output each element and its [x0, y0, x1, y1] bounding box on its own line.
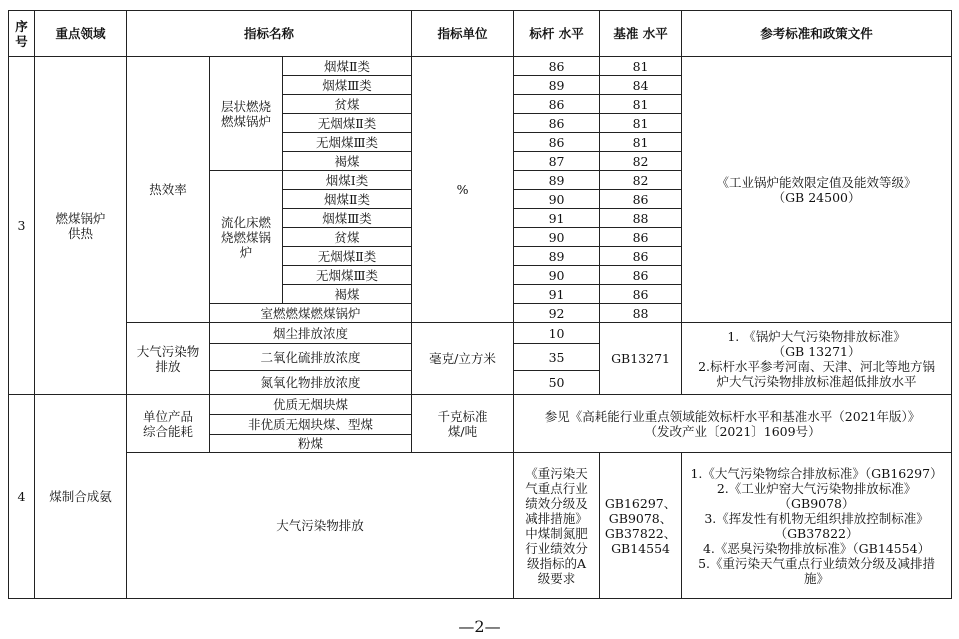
section4-pollution-reference: 1.《大气污染物综合排放标准》（GB16297） 2.《工业炉窑大气污染物排放标准》 （GB9078） 3.《挥发性有机物无组织排放控制标准》 （GB37822） 4.《恶臭污染物排放标准》（GB14554） 5.《重污染天气重点行业绩效分级及减排措 施》	[682, 453, 952, 599]
benchmark-value: 89	[514, 171, 600, 190]
pollutant-name: 氮氧化物排放浓度	[210, 371, 412, 395]
coal-type: 非优质无烟块煤、型煤	[210, 415, 412, 435]
coal-type: 褐煤	[283, 285, 412, 304]
baseline-value: 86	[600, 190, 682, 209]
fluidized-boiler-label: 流化床燃 烧燃煤锅 炉	[210, 171, 283, 304]
pollution-unit: 毫克/立方米	[412, 323, 514, 395]
coal-type: 烟煤Ⅲ类	[283, 209, 412, 228]
pollutant-name: 二氧化硫排放浓度	[210, 344, 412, 371]
benchmark-value: 92	[514, 304, 600, 323]
coal-type: 烟煤Ⅱ类	[283, 57, 412, 76]
benchmark-value: 91	[514, 285, 600, 304]
coal-type: 贫煤	[283, 95, 412, 114]
header-baseline: 基准 水平	[600, 11, 682, 57]
baseline-value: 88	[600, 209, 682, 228]
table-row	[9, 453, 952, 599]
baseline-value: 86	[600, 285, 682, 304]
benchmark-value: 89	[514, 247, 600, 266]
benchmark-value: 90	[514, 266, 600, 285]
header-row	[9, 11, 952, 57]
header-benchmark: 标杆 水平	[514, 11, 600, 57]
baseline-value: 86	[600, 266, 682, 285]
baseline-value: 82	[600, 171, 682, 190]
benchmark-value: 89	[514, 76, 600, 95]
section4-pollution-baseline: GB16297、 GB9078、 GB37822、 GB14554	[600, 453, 682, 599]
baseline-value: 88	[600, 304, 682, 323]
pollution-reference: 1. 《锅炉大气污染物排放标准》 （GB 13271） 2.标杆水平参考河南、天津、河北等地方锅 炉大气污染物排放标准超低排放水平	[682, 323, 952, 395]
section4-domain: 煤制合成氨	[35, 395, 127, 599]
coal-type: 无烟煤Ⅱ类	[283, 247, 412, 266]
section4-seq: 4	[9, 395, 35, 599]
energy-unit: 千克标准 煤/吨	[412, 395, 514, 453]
section3-domain: 燃煤锅炉 供热	[35, 57, 127, 395]
header-unit: 指标单位	[412, 11, 514, 57]
energy-consumption-label: 单位产品 综合能耗	[127, 395, 210, 453]
section3-seq: 3	[9, 57, 35, 395]
coal-type: 烟煤Ⅰ类	[283, 171, 412, 190]
coal-type: 无烟煤Ⅲ类	[283, 266, 412, 285]
header-domain: 重点领域	[35, 11, 127, 57]
header-seq: 序 号	[9, 11, 35, 57]
benchmark-value: 50	[514, 371, 600, 395]
section4-pollution-benchmark: 《重污染天 气重点行业 绩效分级及 减排措施》 中煤制氮肥 行业绩效分 级指标的A 级要求	[514, 453, 600, 599]
benchmark-value: 90	[514, 228, 600, 247]
baseline-value: 81	[600, 133, 682, 152]
pollution-label: 大气污染物 排放	[127, 323, 210, 395]
benchmark-value: 10	[514, 323, 600, 344]
table-row	[9, 57, 952, 76]
baseline-value: 81	[600, 95, 682, 114]
benchmark-value: 91	[514, 209, 600, 228]
standards-table	[8, 10, 952, 599]
pollutant-name: 烟尘排放浓度	[210, 323, 412, 344]
baseline-value: 81	[600, 114, 682, 133]
coal-type: 烟煤Ⅲ类	[283, 76, 412, 95]
energy-reference: 参见《高耗能行业重点领域能效标杆水平和基准水平（2021年版）》 （发改产业〔2021〕1609号）	[514, 395, 952, 453]
pollution-baseline: GB13271	[600, 323, 682, 395]
benchmark-value: 86	[514, 57, 600, 76]
coal-type: 无烟煤Ⅱ类	[283, 114, 412, 133]
baseline-value: 82	[600, 152, 682, 171]
coal-type: 优质无烟块煤	[210, 395, 412, 415]
baseline-value: 81	[600, 57, 682, 76]
thermal-efficiency-label: 热效率	[127, 57, 210, 323]
header-reference: 参考标准和政策文件	[682, 11, 952, 57]
header-indicator: 指标名称	[127, 11, 412, 57]
page-number: —2—	[458, 617, 501, 636]
layered-boiler-label: 层状燃烧 燃煤锅炉	[210, 57, 283, 171]
baseline-value: 86	[600, 228, 682, 247]
section4-pollution-label: 大气污染物排放	[127, 453, 514, 599]
benchmark-value: 87	[514, 152, 600, 171]
coal-type: 贫煤	[283, 228, 412, 247]
coal-type: 粉煤	[210, 435, 412, 453]
unit-percent: %	[412, 57, 514, 323]
thermal-reference: 《工业锅炉能效限定值及能效等级》 （GB 24500）	[682, 57, 952, 323]
chamber-boiler-label: 室燃燃煤燃煤锅炉	[210, 304, 412, 323]
benchmark-value: 86	[514, 133, 600, 152]
benchmark-value: 35	[514, 344, 600, 371]
benchmark-value: 86	[514, 95, 600, 114]
table-row	[9, 395, 952, 415]
coal-type: 褐煤	[283, 152, 412, 171]
coal-type: 无烟煤Ⅲ类	[283, 133, 412, 152]
baseline-value: 84	[600, 76, 682, 95]
benchmark-value: 86	[514, 114, 600, 133]
benchmark-value: 90	[514, 190, 600, 209]
table-row	[9, 323, 952, 344]
baseline-value: 86	[600, 247, 682, 266]
coal-type: 烟煤Ⅱ类	[283, 190, 412, 209]
